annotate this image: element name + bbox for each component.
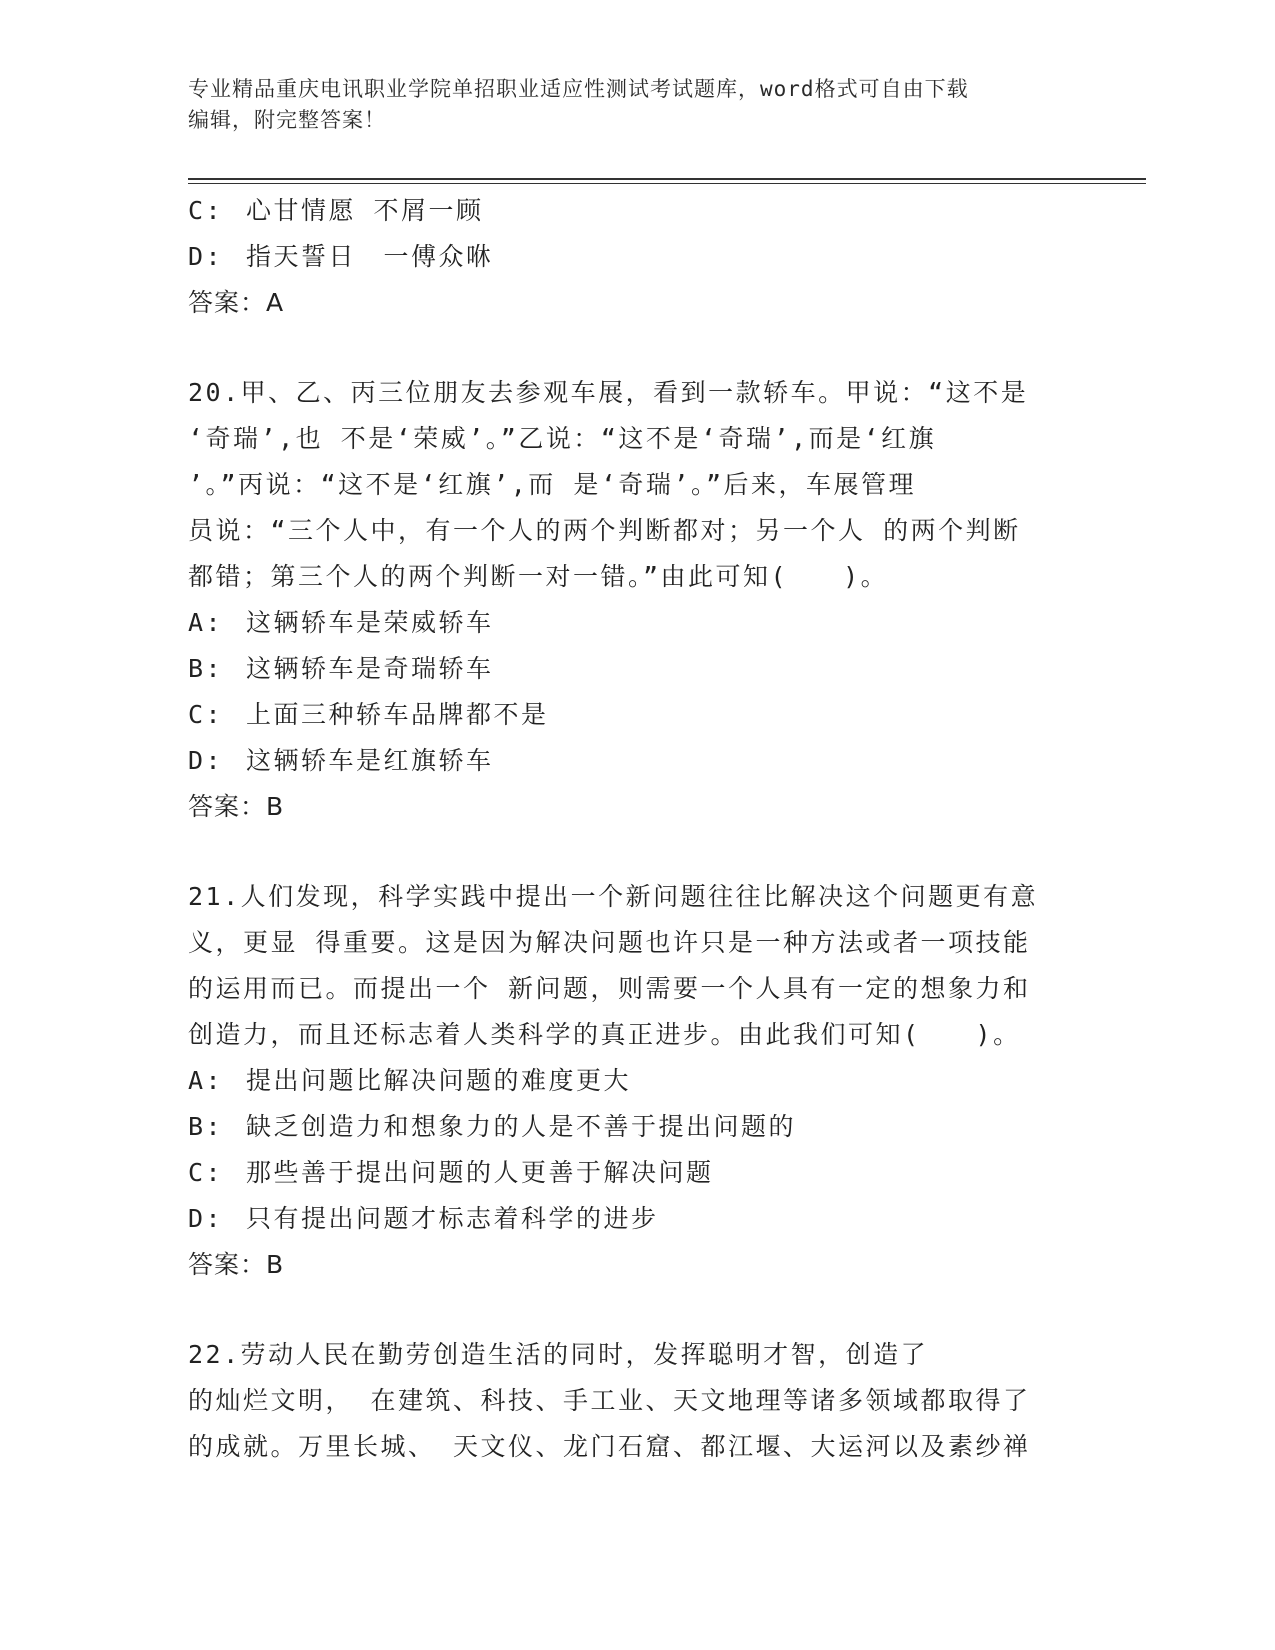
option-letter: D:: [188, 242, 224, 271]
question-stem-line: 义，更显 得重要。这是因为解决问题也许只是一种方法或者一项技能: [188, 928, 1031, 957]
header-line: 专业精品重庆电讯职业学院单招职业适应性测试考试题库，word格式可自由下载: [188, 77, 969, 101]
header-divider: [188, 178, 1146, 180]
option-text: 缺乏创造力和想象力的人是不善于提出问题的: [246, 1112, 797, 1141]
option-letter: D:: [188, 746, 224, 775]
option-text: 指天誓日 一傅众咻: [246, 242, 494, 271]
question-20: [188, 370, 1088, 830]
question-stem-line: 的灿烂文明， 在建筑、科技、手工业、天文地理等诸多领域都取得了: [188, 1386, 1031, 1415]
option-letter: D:: [188, 1204, 224, 1233]
question-stem-line: 员说：“三个人中，有一个人的两个判断都对；另一个人 的两个判断: [188, 516, 1021, 545]
question-stem-line: 22.劳动人民在勤劳创造生活的同时，发挥聪明才智，创造了: [188, 1340, 929, 1369]
prev-question: [188, 188, 1088, 326]
question-stem-line: 都错；第三个人的两个判断一对一错。”由此可知( )。: [188, 562, 889, 591]
question-stem-line: 创造力，而且还标志着人类科学的真正进步。由此我们可知( )。: [188, 1020, 1021, 1049]
option-letter: A:: [188, 1066, 224, 1095]
option-text: 只有提出问题才标志着科学的进步: [246, 1204, 659, 1233]
option-d: [188, 738, 1088, 784]
header-divider: [188, 183, 1146, 184]
question-stem-line: 20.甲、乙、丙三位朋友去参观车展，看到一款轿车。甲说：“这不是: [188, 378, 1029, 407]
option-c: [188, 1150, 1088, 1196]
header-line: 编辑，附完整答案！: [188, 108, 386, 132]
question-22: [188, 1332, 1088, 1470]
option-b: [188, 1104, 1088, 1150]
option-a: [188, 600, 1088, 646]
option-letter: C:: [188, 196, 224, 225]
option-text: 那些善于提出问题的人更善于解决问题: [246, 1158, 714, 1187]
option-b: [188, 646, 1088, 692]
question-stem-line: 的成就。万里长城、 天文仪、龙门石窟、都江堰、大运河以及素纱禅: [188, 1432, 1031, 1461]
answer: 答案：B: [188, 1250, 285, 1279]
page-header: [188, 74, 1068, 136]
option-letter: B:: [188, 1112, 224, 1141]
option-text: 这辆轿车是荣威轿车: [246, 608, 494, 637]
question-stem-line: ‘奇瑞’,也 不是‘荣威’。”乙说：“这不是‘奇瑞’,而是‘红旗: [188, 424, 937, 453]
option-text: 心甘情愿 不屑一顾: [246, 196, 484, 225]
option-letter: B:: [188, 654, 224, 683]
document-body: [188, 188, 1088, 1470]
question-stem-line: 的运用而已。而提出一个 新问题，则需要一个人具有一定的想象力和: [188, 974, 1031, 1003]
option-letter: C:: [188, 1158, 224, 1187]
answer: 答案：B: [188, 792, 285, 821]
option-text: 这辆轿车是红旗轿车: [246, 746, 494, 775]
option-d: [188, 1196, 1088, 1242]
option-letter: A:: [188, 608, 224, 637]
option-d: [188, 234, 1088, 280]
option-text: 上面三种轿车品牌都不是: [246, 700, 549, 729]
option-letter: C:: [188, 700, 224, 729]
question-stem-line: 21.人们发现，科学实践中提出一个新问题往往比解决这个问题更有意: [188, 882, 1039, 911]
question-21: [188, 874, 1088, 1288]
option-text: 这辆轿车是奇瑞轿车: [246, 654, 494, 683]
option-a: [188, 1058, 1088, 1104]
option-c: [188, 188, 1088, 234]
answer: 答案：A: [188, 288, 285, 317]
option-text: 提出问题比解决问题的难度更大: [246, 1066, 632, 1095]
question-stem-line: ’。”丙说：“这不是‘红旗’,而 是‘奇瑞’。”后来，车展管理: [188, 470, 917, 499]
option-c: [188, 692, 1088, 738]
